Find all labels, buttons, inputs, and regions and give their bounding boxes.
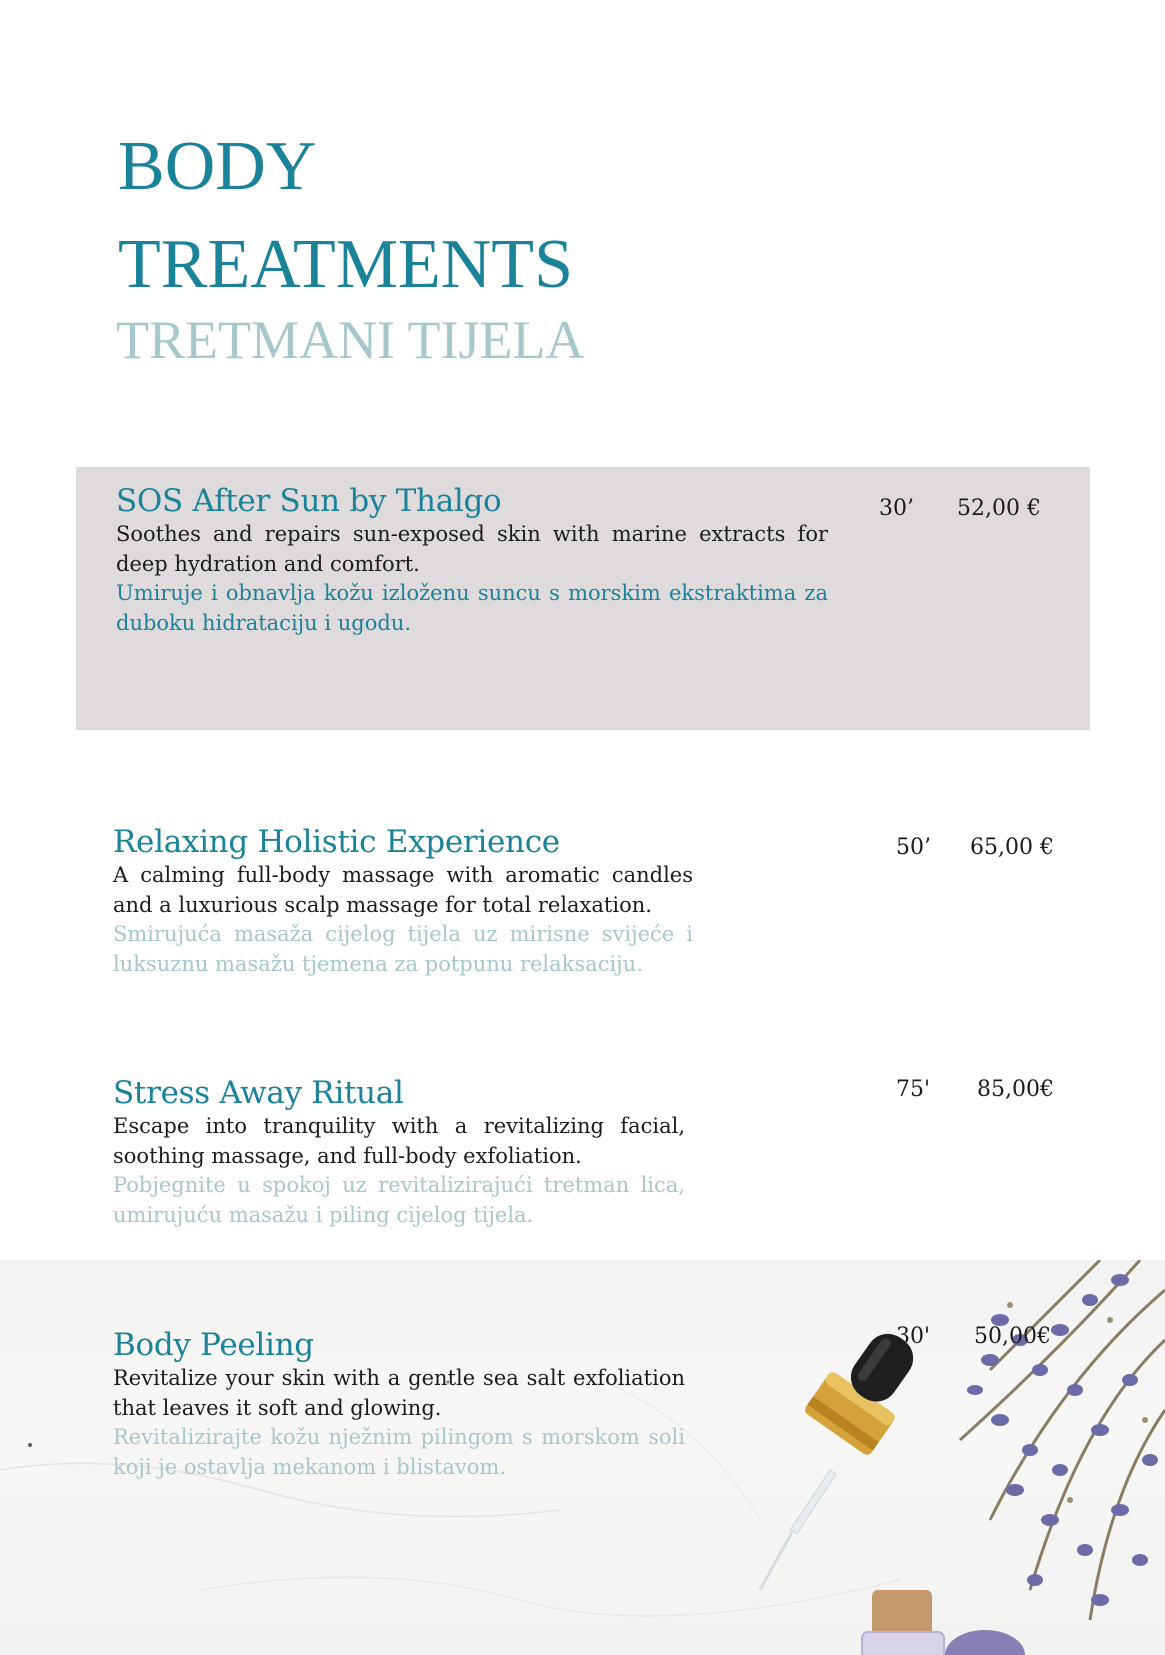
treatment-description-en: A calming full-body massage with aromatic candles and a luxurious scalp massage for total relaxation.	[113, 863, 693, 917]
page-title-line-2: TREATMENTS	[118, 226, 573, 303]
treatment-duration: 50’	[896, 835, 931, 860]
treatment-name: SOS After Sun by Thalgo	[116, 483, 502, 519]
treatment-price: 85,00€	[977, 1077, 1054, 1102]
treatment-item	[116, 484, 828, 638]
treatment-item	[113, 1076, 685, 1230]
treatment-description-hr: Revitalizirajte kožu nježnim pilingom s morskom soli koji je ostavlja mekanom i blistavom.	[113, 1425, 685, 1479]
page-title	[118, 118, 573, 314]
treatment-description-en: Escape into tranquility with a revitalizing facial, soothing massage, and full-body exfoliation.	[113, 1114, 685, 1168]
page-title-line-1: BODY	[118, 128, 317, 205]
treatment-description-hr: Pobjegnite u spokoj uz revitalizirajući tretman lica, umirujuću masažu i piling cijelog tijela.	[113, 1173, 685, 1227]
treatment-price: 50,00€	[974, 1324, 1051, 1349]
treatment-item	[113, 825, 693, 979]
treatment-duration: 30’	[879, 496, 914, 521]
treatment-duration: 75'	[896, 1077, 931, 1102]
treatment-duration: 30'	[896, 1324, 931, 1349]
treatment-description-hr: Smirujuća masaža cijelog tijela uz mirisne svijeće i luksuznu masažu tjemena za potpunu relaksaciju.	[113, 922, 693, 976]
treatment-name: Stress Away Ritual	[113, 1075, 404, 1111]
treatment-description-en: Soothes and repairs sun-exposed skin with marine extracts for deep hydration and comfort.	[116, 522, 828, 576]
treatment-name: Body Peeling	[113, 1327, 314, 1363]
treatment-description-hr: Umiruje i obnavlja kožu izloženu suncu s morskim ekstraktima za duboku hidrataciju i ugodu.	[116, 581, 828, 635]
treatment-name: Relaxing Holistic Experience	[113, 824, 560, 860]
page-subtitle: TRETMANI TIJELA	[116, 310, 585, 370]
treatment-item	[113, 1328, 685, 1482]
treatment-price: 52,00 €	[957, 496, 1041, 521]
treatment-price: 65,00 €	[970, 835, 1054, 860]
treatment-description-en: Revitalize your skin with a gentle sea salt exfoliation that leaves it soft and glowing.	[113, 1366, 685, 1420]
